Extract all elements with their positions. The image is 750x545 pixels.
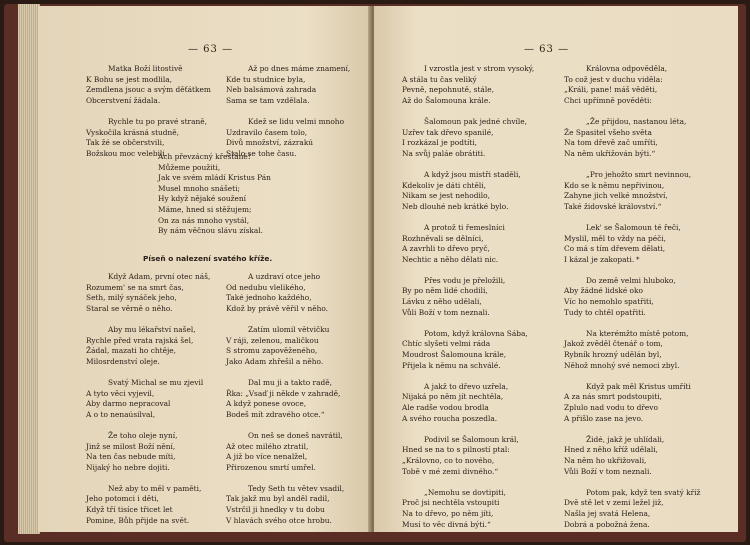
verse-line: Na svůj paláe obrátiti. xyxy=(402,148,486,158)
song-heading: Píseň o nalezení svatého kříže. xyxy=(143,254,273,263)
verse-line: Jak ve svém mládí Kristus Pán xyxy=(158,173,271,183)
stanza xyxy=(86,431,210,473)
verse-line: Obcerstvení žádala. xyxy=(86,95,161,105)
verse-line: Chci upřímně pověděti: xyxy=(564,95,652,105)
verse-line: Lek' se Šalomoun té řeči, xyxy=(586,222,681,232)
stanza xyxy=(402,170,534,212)
verse-line: Vůli Boží v tom neznali. xyxy=(402,307,490,317)
verse-line: „Králi, pane! máš věděti, xyxy=(564,85,658,95)
stanza xyxy=(564,223,700,265)
verse-line: Uzdravilo časem tolo, xyxy=(226,127,308,137)
verse-line: Na něm ukřižován býti.“ xyxy=(564,148,656,158)
verse-line: „Královno, co to nového, xyxy=(402,455,495,465)
verse-line: A již bo více nenalžel, xyxy=(226,452,308,462)
verse-line: Seth, milý synáček jeho, xyxy=(86,293,177,303)
verse-line: A když ponese ovoce, xyxy=(226,399,307,409)
verse-line: Rozhněvali se dělníci, xyxy=(402,233,484,243)
verse-line: Matka Boží litostivě xyxy=(108,64,183,73)
verse-line: Chtíc slyšeti velmi ráda xyxy=(402,339,491,349)
verse-line: Divů množství, zázrakú xyxy=(226,138,314,148)
verse-line: Když pak měl Kristus umříti xyxy=(586,381,691,391)
stanza xyxy=(86,484,210,526)
stanza xyxy=(564,488,700,530)
verse-line: Nikam se jest nehodilo, xyxy=(402,191,490,201)
stanza xyxy=(564,276,700,318)
verse-line: Potom pak, když ten svatý kříž xyxy=(586,487,701,497)
stanza xyxy=(402,435,534,477)
stanza xyxy=(402,329,534,371)
verse-line: On neš se doneš navrátil, xyxy=(248,430,343,440)
right-page xyxy=(374,6,738,532)
verse-line: Neb balsámová zahrada xyxy=(226,85,317,95)
stanza xyxy=(226,64,350,106)
stanza xyxy=(226,431,344,473)
verse-line: Hned se na to s pilností ptal: xyxy=(402,445,510,455)
verse-line: Že toho oleje nyní, xyxy=(108,430,178,440)
stanza xyxy=(564,117,700,159)
verse-line: Než aby to měl v paměti, xyxy=(108,483,202,493)
verse-line: Vyskočila krásná studně, xyxy=(86,127,180,137)
verse-line: Když Adam, první otec náš, xyxy=(108,272,211,281)
verse-line: Když tří tisíce třicet let xyxy=(86,505,173,515)
verse-line: K Bohu se jest modlila, xyxy=(86,74,172,84)
verse-line: Žádal, mazati ho chtěje, xyxy=(86,346,176,356)
left-col2-bottom xyxy=(226,272,344,532)
verse-line: Nijaká po něm jít nechtěla, xyxy=(402,392,504,402)
verse-line: Až po dnes máme znamení, xyxy=(248,64,351,73)
left-middle-stanza xyxy=(158,152,271,237)
stanza xyxy=(564,382,700,424)
verse-line: Na to dřevo, po něm jíti, xyxy=(402,508,494,518)
verse-line: „Že přijdou, nastanou léta, xyxy=(586,116,687,126)
verse-line: Zemdlena jsouc a svým děťátkem xyxy=(86,85,211,95)
verse-line: „Pro jehožto smrt nevinnou, xyxy=(586,169,692,179)
verse-line: Také židovské království.“ xyxy=(564,201,662,211)
verse-line: Královna odpověděla, xyxy=(586,64,668,73)
verse-line: Vstrčil ji hnedky v tu dobu xyxy=(226,505,325,515)
verse-line: Od nedubu vlelikého, xyxy=(226,282,306,292)
verse-line: Uzřev tak dřevo spanilé, xyxy=(402,127,494,137)
verse-line: V hlavách svého otce hrobu. xyxy=(226,515,332,525)
verse-line: Dobrá a pobožná žena. xyxy=(564,519,650,529)
verse-line: Rozumem' se na smrt čas, xyxy=(86,282,184,292)
verse-line: A svého roucha poszedla. xyxy=(402,413,498,423)
verse-line: Tedy Seth tu větev vsadil, xyxy=(248,483,345,493)
verse-line: Také jednoho každého, xyxy=(226,293,312,303)
verse-line: Myslil, měl to vždy na péči, xyxy=(564,233,666,243)
verse-line: Tak jakž mu byl anděl radil, xyxy=(226,494,330,504)
verse-line: A když jsou mistři staděli, xyxy=(424,169,521,179)
left-page xyxy=(38,6,372,532)
verse-line: Rychle před vrata rajská šel, xyxy=(86,335,194,345)
verse-line: Neb dlouhé neb krátké bylo. xyxy=(402,201,509,211)
left-col1-bottom xyxy=(86,272,210,532)
right-col2 xyxy=(564,64,700,532)
stanza xyxy=(402,276,534,318)
verse-line: To což jest v duchu viděla: xyxy=(564,74,663,84)
verse-line: On za nás mnoho vystál, xyxy=(158,215,250,225)
verse-line: A o to nenaúsilval, xyxy=(86,409,156,419)
verse-line: Hned z něho kříž udělali, xyxy=(564,445,658,455)
stanza xyxy=(564,435,700,477)
stanza xyxy=(402,488,534,530)
star-mark: * xyxy=(636,256,640,264)
verse-line: Musel mnoho snášeti; xyxy=(158,183,240,193)
verse-line: Potom, když královna Sába, xyxy=(424,328,528,338)
verse-line: Až do Šalomouna krále. xyxy=(402,95,491,105)
verse-line: Podivil se Šalomoun král, xyxy=(424,434,519,444)
verse-line: Dal mu ji a takto radě, xyxy=(248,377,332,387)
verse-line: Na něm ho ukřižovali, xyxy=(564,455,647,465)
verse-line: Máme, hned si stěžujem; xyxy=(158,204,252,214)
verse-line: Jakož zvěděl čtenář o tom, xyxy=(564,339,663,349)
verse-line: Kdo se k němu nepřivinou, xyxy=(564,180,665,190)
verse-line: By po něm lidé chodili, xyxy=(402,286,488,296)
verse-line: Kdož by právě věřil v něho. xyxy=(226,303,329,313)
stanza xyxy=(564,170,700,212)
verse-line: Až otec milého ztratil, xyxy=(226,441,309,451)
verse-line: Hy když nějaké soužení xyxy=(158,194,247,204)
verse-line: Musí to věc divná býti.“ xyxy=(402,519,491,529)
verse-line: A stála tu čas veliký xyxy=(402,74,477,84)
stanza xyxy=(226,484,344,526)
verse-line: A jakž to dřevo uzřela, xyxy=(424,381,509,391)
verse-line: Víc ho nemohlo spatřiti, xyxy=(564,297,654,307)
verse-line: Nechtic a něho dělati nic. xyxy=(402,254,499,264)
verse-line: Božskou moc velebili. xyxy=(86,148,168,158)
verse-line: „Nemohu se dovtipiti, xyxy=(424,487,506,497)
verse-line: A protož ti řemeslníci xyxy=(424,222,505,232)
verse-line: Šalomoun pak jedné chvíle, xyxy=(424,116,527,126)
verse-line: Aby mu lékařství našel, xyxy=(108,324,196,334)
verse-line: Jeho potomci i děti, xyxy=(86,494,159,504)
verse-line: Něhož mnohý své nemoci zbyl. xyxy=(564,360,680,370)
verse-line: Svatý Michal se mu zjevil xyxy=(108,377,204,387)
verse-line: Přijela k němu na schválé. xyxy=(402,360,501,370)
verse-line: Našla jej svatá Helena, xyxy=(564,508,651,518)
verse-line: Jako Adam zhřešil a něho. xyxy=(226,356,324,366)
verse-line: Zatím ulomil větvičku xyxy=(248,324,330,334)
verse-line: Můžeme použiti, xyxy=(158,162,221,172)
right-col1 xyxy=(402,64,534,532)
verse-line: Zplulo nad vodu to dřevo xyxy=(564,403,658,412)
verse-line: Do země velmi hluboko, xyxy=(586,275,676,285)
verse-line: Dvě stě let v zemi ležel již, xyxy=(564,498,664,508)
verse-line: Aby darmo nepracoval xyxy=(86,399,171,409)
verse-line: Aby žádné lidské oko xyxy=(564,286,643,296)
stanza xyxy=(226,378,344,420)
stanza xyxy=(564,329,700,371)
verse-line: Přes vodu je přeložili, xyxy=(424,275,506,285)
stanza xyxy=(402,223,534,265)
verse-line: Jinž se milost Boží nění, xyxy=(86,441,176,451)
verse-line: Přirozenou smrtí umřel. xyxy=(226,462,316,472)
stanza xyxy=(86,378,210,420)
verse-line: A přišlo zase na jevo. xyxy=(564,413,644,423)
stanza xyxy=(86,272,210,314)
verse-line: Tobě v mé zemi divného.“ xyxy=(402,466,499,476)
verse-line: I rozkázal je podtíti, xyxy=(402,138,477,148)
verse-line: Co má s tím dřevem dělati, xyxy=(564,244,666,254)
stanza xyxy=(86,64,211,106)
stanza xyxy=(86,325,210,367)
verse-line: Bodeš mít zdravého otce.“ xyxy=(226,409,325,419)
verse-line: Milosrdenství oleje. xyxy=(86,356,160,366)
verse-line: Židé, jakž je uhlídali, xyxy=(586,434,665,444)
verse-line: Stalo se tohe času. xyxy=(226,148,297,158)
verse-line: Že Spasitel všeho světa xyxy=(564,127,652,137)
verse-line: Zahyne jich velké množství, xyxy=(564,191,668,201)
verse-line: Kdekoliv je dáti chtěli, xyxy=(402,180,486,190)
verse-line: Tak žé se občerstvili, xyxy=(86,138,165,148)
stanza xyxy=(564,64,700,106)
verse-line: Moudrost Šalomouna krále, xyxy=(402,350,507,360)
verse-line: Kde tu studnice byla, xyxy=(226,74,306,84)
verse-line: Staral se věrně o něho. xyxy=(86,303,173,313)
page-number-right: — 63 — xyxy=(524,44,570,55)
verse-line: Sama se tam vzdělala. xyxy=(226,95,310,105)
verse-line: A uzdraví otce jeho xyxy=(248,272,321,281)
verse-line: Řka: „Vsaď ji někde v zahradě, xyxy=(226,388,341,398)
verse-line: Lávku z něho udělali, xyxy=(402,297,482,307)
page-number-left: — 63 — xyxy=(188,44,234,55)
verse-line: Rychle tu po pravé straně, xyxy=(108,116,207,126)
verse-line: Kdež se lidu velmi mnoho xyxy=(248,116,345,126)
verse-line: S stromu zapověženého, xyxy=(226,346,318,356)
verse-line: Nijaký ho nebre dojiti. xyxy=(86,462,170,472)
verse-line: Tudy to chtěl opatřiti. xyxy=(564,307,646,317)
stanza xyxy=(402,64,534,106)
stanza xyxy=(402,382,534,424)
verse-line: A za nás smrt podstoupiti, xyxy=(564,392,662,402)
page-edges xyxy=(18,4,40,534)
verse-line: Vůli Boží v tom neznali. xyxy=(564,466,652,476)
verse-line: Rybník hrozný udělán byl, xyxy=(564,350,662,360)
verse-line: Proč jsi nechtěla vstoupiti xyxy=(402,498,500,508)
verse-line: V ráji, zelenou, maličkou xyxy=(226,335,319,345)
verse-line: I kázal je zakopati. xyxy=(564,254,635,264)
verse-line: I vzrostla jest v strom vysoký, xyxy=(424,64,535,73)
verse-line: A zavrhli to dřevo pryč, xyxy=(402,244,490,254)
verse-line: Na tom dřevě zač umříti, xyxy=(564,138,658,148)
verse-line: Pevně, nepohnutě, stále, xyxy=(402,85,494,95)
verse-line: Ach převzácný křesťané! xyxy=(158,152,251,161)
verse-line: Na ten čas nebude míti, xyxy=(86,452,176,462)
verse-line: By nám věčnou slávu získal. xyxy=(158,226,263,236)
verse-line: Na kterémžto místě potom, xyxy=(586,328,689,338)
stanza xyxy=(402,117,534,159)
stanza xyxy=(226,272,344,314)
verse-line: A tyto věci vyjevil, xyxy=(86,388,155,398)
verse-line: Ale radše vodou brodla xyxy=(402,403,489,412)
stanza xyxy=(226,325,344,367)
verse-line: Pomine, Bůh přijde na svět. xyxy=(86,515,190,525)
